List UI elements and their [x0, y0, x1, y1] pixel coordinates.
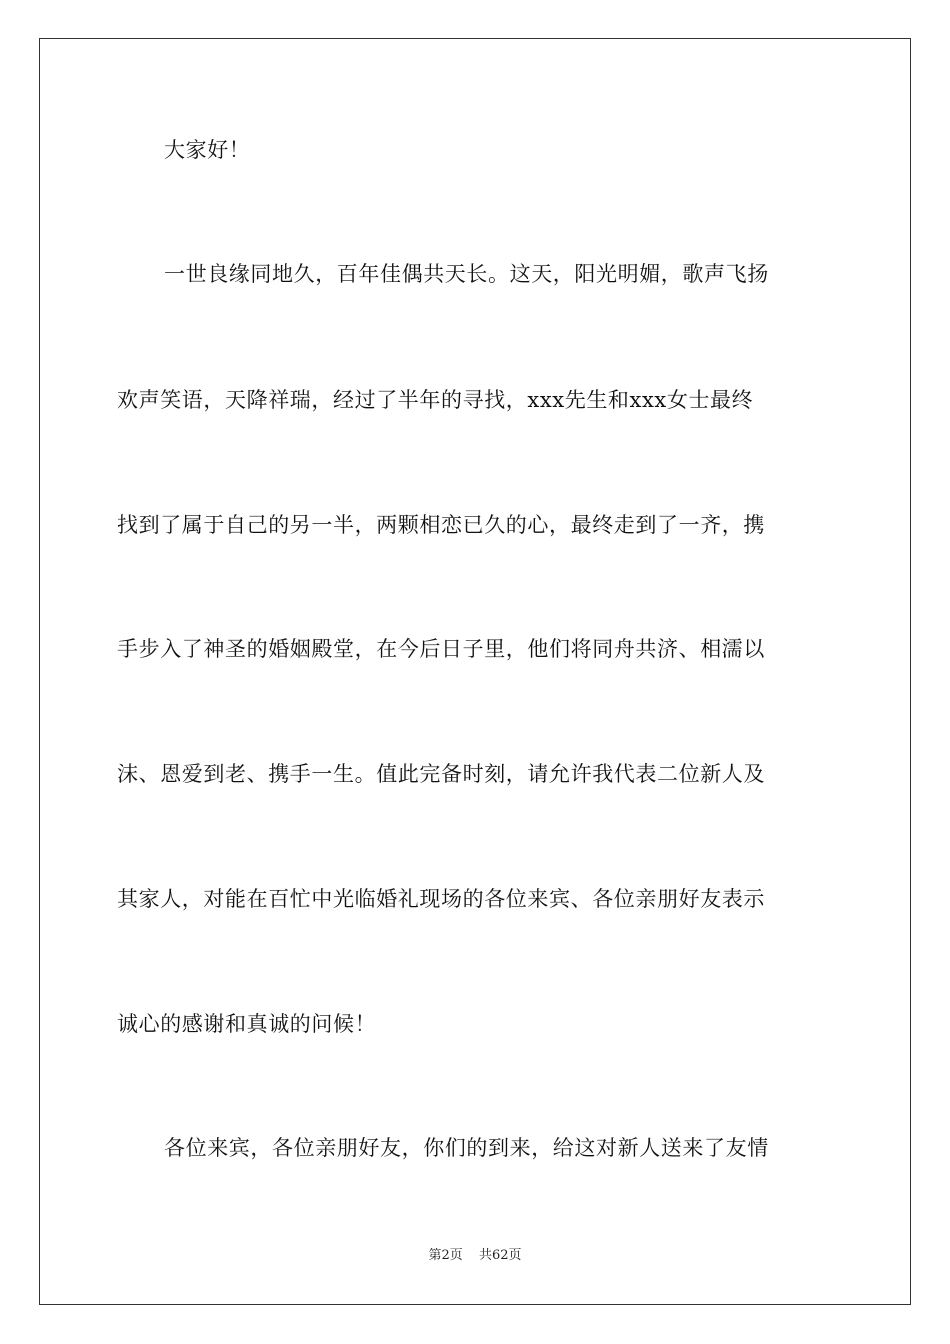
page-number-total: 共62页: [478, 1248, 522, 1263]
page-border: [39, 38, 911, 1305]
paragraph-line-1: 一世良缘同地久，百年佳偶共天长。这天，阳光明媚，歌声飞扬: [164, 262, 769, 286]
page-number-current: 第2页: [428, 1248, 463, 1263]
page-footer: [0, 1247, 950, 1265]
paragraph-line-3: 找到了属于自己的另一半，两颗相恋已久的心，最终走到了一齐，携: [117, 513, 765, 537]
paragraph-line-6: 其家人，对能在百忙中光临婚礼现场的各位来宾、各位亲朋好友表示: [117, 887, 765, 911]
paragraph-line-5: 沫、恩爱到老、携手一生。值此完备时刻，请允许我代表二位新人及: [117, 762, 765, 786]
paragraph-line-2: 欢声笑语，天降祥瑞，经过了半年的寻找，xxx先生和xxx女士最终: [117, 388, 754, 412]
paragraph-line-8: 各位来宾，各位亲朋好友，你们的到来，给这对新人送来了友情: [164, 1136, 769, 1160]
paragraph-line-7: 诚心的感谢和真诚的问候！: [117, 1012, 377, 1036]
greeting-line: 大家好！: [164, 138, 251, 162]
paragraph-line-4: 手步入了神圣的婚姻殿堂，在今后日子里，他们将同舟共济、相濡以: [117, 637, 765, 661]
